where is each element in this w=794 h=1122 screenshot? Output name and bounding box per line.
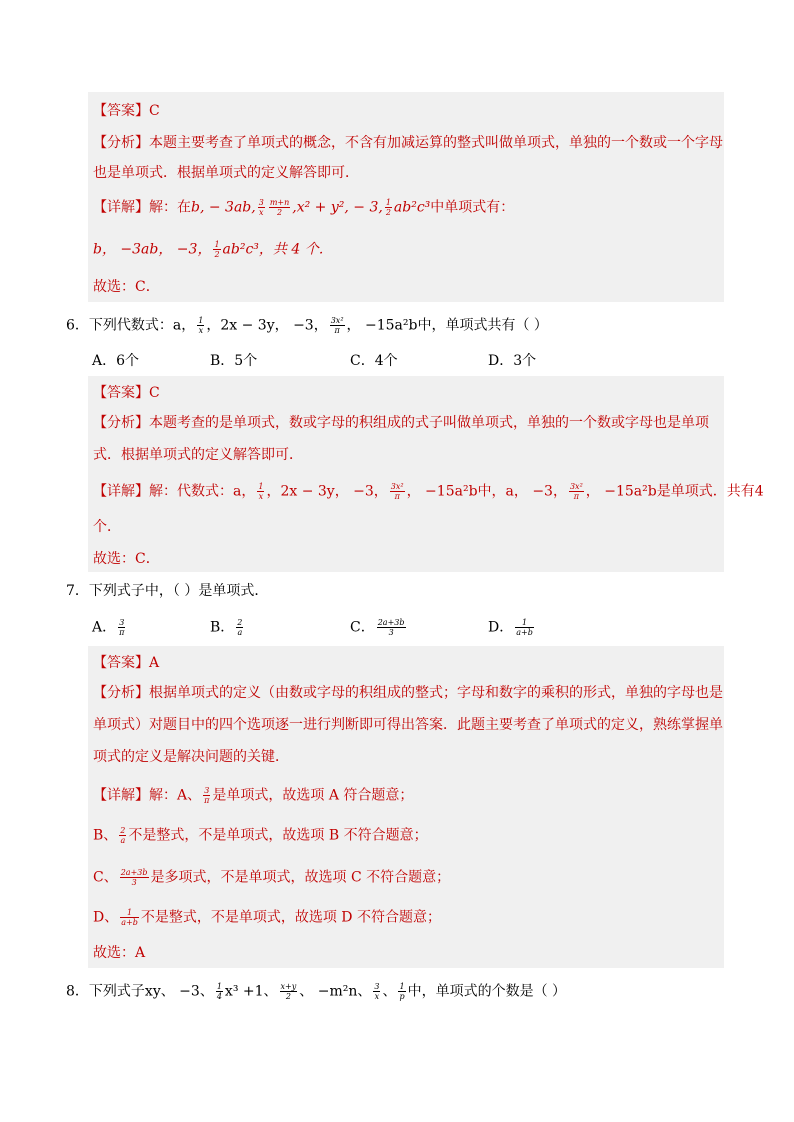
detail-line: 个．	[93, 519, 121, 535]
option-d: D． $\frac{1}{a+b}$	[488, 618, 533, 637]
answer-label: 【答案】C	[93, 103, 160, 119]
analysis-line: 项式的定义是解决问题的关键．	[93, 749, 289, 765]
conclusion: 故选：C．	[93, 279, 160, 295]
detail-line: 【详解】解：在b, − 3ab, $\frac{3}{x}$ $\frac{m+n}{2}$ ,x² + y², − 3, $\frac{1}{2}$ ab²c³中单项式有：	[93, 198, 515, 217]
option-a: A．6个	[92, 353, 140, 369]
option-b: B．5个	[210, 353, 258, 369]
analysis-line: 式．根据单项式的定义解答即可．	[93, 447, 303, 463]
detail-line: D、 $\frac{1}{a+b}$ 不是整式，不是单项式，故选项 D 不符合题意；	[93, 908, 441, 927]
question-6: 6．下列代数式：a， $\frac{1}{x}$ ，2x − 3y， −3， $\frac{\text{3x²}}{\pi}$ ， −15a²b中，单项式共有（ ）	[66, 316, 548, 335]
question-7: 7．下列式子中，（ ）是单项式．	[66, 583, 269, 599]
analysis-line: 【分析】本题考查的是单项式，数或字母的积组成的式子叫做单项式，单独的一个数或字母也是单项	[93, 415, 709, 431]
answer-label: 【答案】C	[93, 385, 160, 401]
option-c: C．4个	[350, 353, 398, 369]
analysis-line: 单项式）对题目中的四个选项逐一进行判断即可得出答案．此题主要考查了单项式的定义，熟练掌握单	[93, 717, 723, 733]
option-c: C． $\frac{2a+3b}{3}$	[350, 618, 405, 637]
option-d: D．3个	[488, 353, 537, 369]
analysis-line: 【分析】根据单项式的定义（由数或字母的积组成的整式；字母和数字的乘积的形式，单独的字母也是	[93, 685, 723, 701]
question-8: 8．下列式子xy、 −3、 $\frac{1}{4}$ x³ +1、 $\frac{x+y}{2}$ 、 −m²n、 $\frac{3}{x}$ 、 $\frac{1}{p}$ 中，单项式的个数是（ ）	[66, 982, 567, 1001]
option-b: B． $\frac{2}{a}$	[210, 618, 243, 637]
conclusion: 故选：C．	[93, 551, 160, 567]
analysis-line: 也是单项式．根据单项式的定义解答即可．	[93, 165, 359, 181]
answer-box-6	[88, 376, 724, 572]
answer-box-5	[88, 92, 724, 302]
conclusion: 故选：A	[93, 945, 146, 961]
detail-line: B、 $\frac{2}{a}$ 不是整式，不是单项式，故选项 B 不符合题意；	[93, 826, 428, 845]
detail-line: 【详解】解：A、 $\frac{3}{\pi}$ 是单项式，故选项 A 符合题意；	[93, 786, 414, 805]
result-line: b， −3ab， −3， $\frac{1}{2}$ ab²c³，共 4 个．	[93, 240, 333, 259]
detail-line: 【详解】解：代数式：a， $\frac{1}{x}$ ，2x − 3y， −3， $\frac{\text{3x²}}{\pi}$ ， −15a²b中，a， −3， $\frac{\text{3x²}}{\pi}$ ， −15a²b是单项式．共有4	[93, 482, 764, 501]
detail-line: C、 $\frac{2a+3b}{3}$ 是多项式，不是单项式，故选项 C 不符合题意；	[93, 868, 451, 887]
answer-label: 【答案】A	[93, 655, 160, 671]
option-a: A． $\frac{3}{\pi}$	[92, 618, 125, 637]
analysis-line: 【分析】本题主要考查了单项式的概念，不含有加减运算的整式叫做单项式，单独的一个数或一个字母	[93, 135, 723, 151]
